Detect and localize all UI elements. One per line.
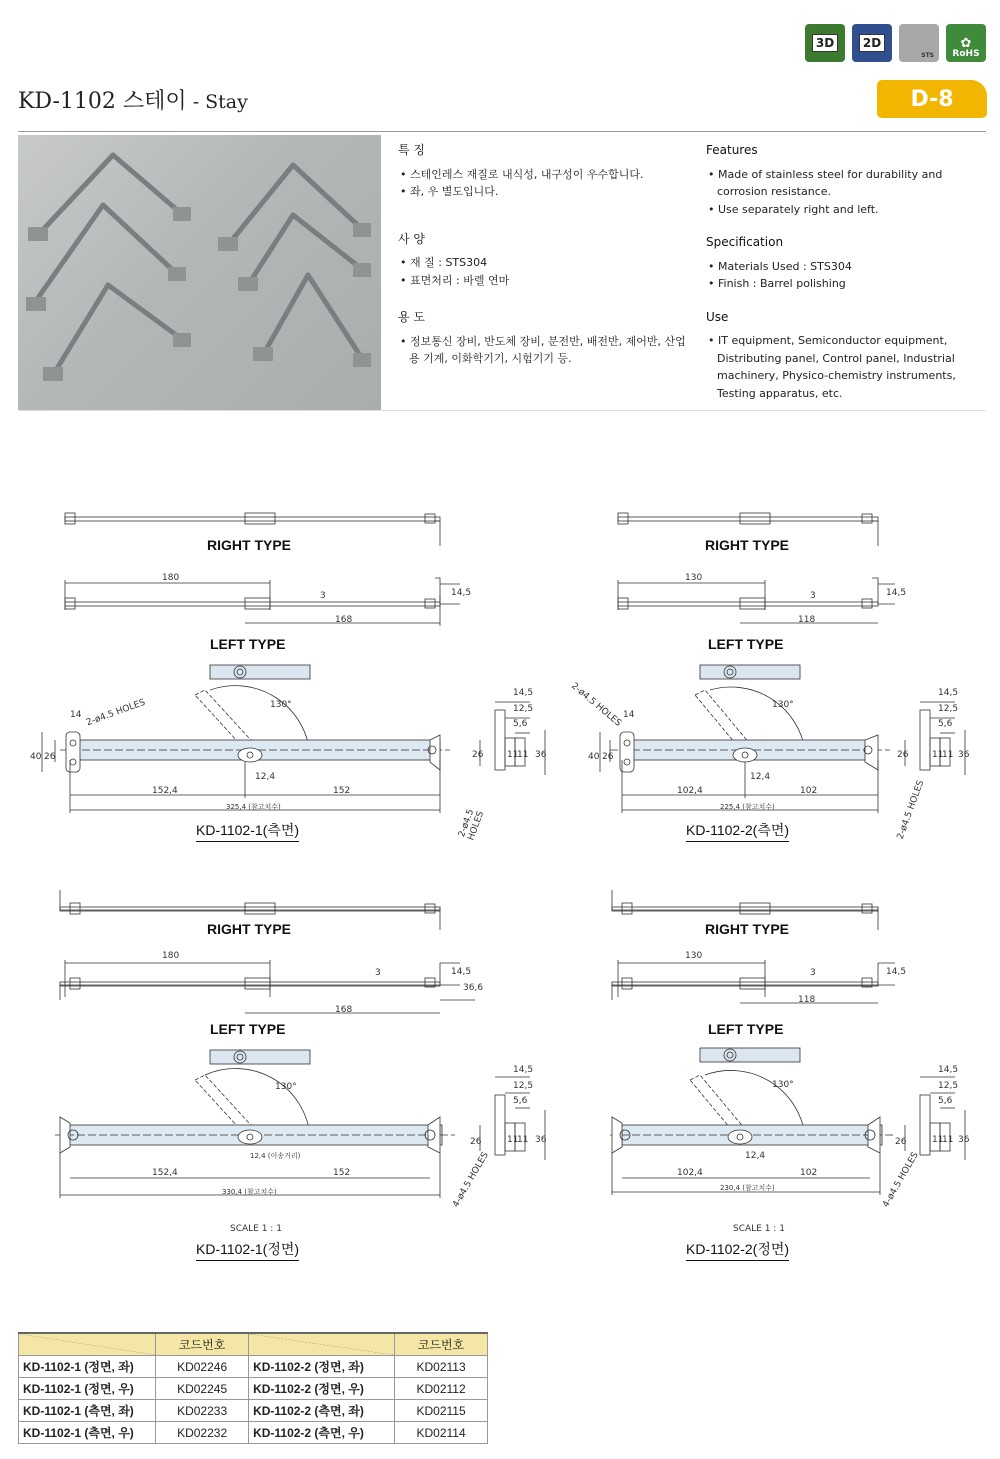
dim-14: 14 (623, 710, 635, 720)
drawing-kd-1102-2-side (560, 500, 990, 854)
left-type-label: LEFT TYPE (210, 1021, 286, 1037)
side-e: 11 (932, 1135, 944, 1145)
dim-top: 130 (685, 573, 703, 583)
list-item: • Finish : Barrel polishing (706, 275, 991, 293)
2d-icon: 2D (852, 24, 892, 62)
page-title: KD-1102 스테이 - Stay (18, 89, 248, 114)
list-item: • 정보통신 장비, 반도체 장비, 분전반, 배전반, 제어반, 산업용 기계, 이화학기기, 시험기기 등. (398, 333, 688, 368)
spec-heading: Specification (706, 235, 784, 249)
certification-badges (805, 24, 986, 62)
dim-top: 180 (162, 573, 180, 583)
side-e: 11 (507, 1135, 519, 1145)
dim-height: 14,5 (886, 588, 907, 598)
table-corner (19, 1333, 156, 1356)
divider (18, 131, 986, 132)
dim-top: 180 (162, 951, 180, 961)
dim-top2: 168 (335, 1005, 353, 1015)
dim-26: 26 (895, 1137, 907, 1147)
side-c: 5,6 (938, 1096, 953, 1106)
table-row: KD-1102-1 (측면, 우) KD02232 KD-1102-2 (측면, 우) KD02114 (19, 1422, 488, 1444)
side-g: 36 (535, 1135, 547, 1145)
features-heading: 특 징 (398, 143, 425, 157)
dim-height: 14,5 (451, 967, 472, 977)
dim-left: 152,4 (152, 786, 178, 796)
side-b: 12,5 (513, 1081, 534, 1091)
left-type-label: LEFT TYPE (210, 636, 286, 652)
code-table (18, 1332, 488, 1444)
dim-26: 26 (44, 752, 56, 762)
side-g: 36 (958, 1135, 970, 1145)
dim-40: 40 (588, 752, 600, 762)
sts-icon: STS (899, 24, 939, 62)
dim-top2: 118 (798, 615, 816, 625)
list-item: • Materials Used : STS304 (706, 258, 991, 276)
angle-label: 130° (275, 1082, 297, 1092)
side-c: 5,6 (938, 719, 953, 729)
stroke-note: 12,4 (이송거리) (250, 1152, 301, 1160)
side-c: 5,6 (513, 719, 528, 729)
use-heading: 용 도 (398, 310, 425, 324)
dim-left: 102,4 (677, 1168, 703, 1178)
side-a: 14,5 (513, 1065, 534, 1075)
holes-label: 4-ø4.5 HOLES (451, 1150, 491, 1210)
list-item: • 좌, 우 별도입니다. (398, 183, 688, 201)
scale-label: SCALE 1 : 1 (733, 1224, 785, 1234)
side-g: 36 (958, 750, 970, 760)
side-a: 14,5 (938, 1065, 959, 1075)
dim-left: 102,4 (677, 786, 703, 796)
model-label: KD-1102-1(측면) (196, 820, 299, 842)
list-item: • IT equipment, Semiconductor equipment, Distributing panel, Control panel, Industrial machinery, Physico-chemistry instruments, Testing apparatus, etc. (706, 332, 991, 402)
side-b: 12,5 (513, 704, 534, 714)
use-heading: Use (706, 309, 729, 324)
dim-right: 152 (333, 786, 351, 796)
side-f: 11 (942, 750, 954, 760)
dim-right: 102 (800, 786, 818, 796)
side-a: 14,5 (938, 688, 959, 698)
rohs-icon: ✿ RoHS (946, 24, 986, 62)
scale-label: SCALE 1 : 1 (230, 1224, 282, 1234)
dim-14: 14 (70, 710, 82, 720)
spec-korean (398, 142, 688, 384)
divider (18, 410, 986, 411)
dim-26: 26 (470, 1137, 482, 1147)
section-code-badge: D-8 (877, 80, 987, 118)
drawing-kd-1102-1-side (0, 500, 547, 854)
dim-right: 102 (800, 1168, 818, 1178)
dim-thickness: 3 (810, 591, 816, 601)
spec-english (706, 142, 991, 418)
side-d: 26 (897, 750, 909, 760)
dim-top2: 118 (798, 995, 816, 1005)
right-type-label: RIGHT TYPE (705, 537, 790, 553)
left-type-label: LEFT TYPE (708, 636, 784, 652)
right-type-label: RIGHT TYPE (705, 921, 790, 937)
dim-total: 325,4 (참고치수) (226, 803, 281, 811)
dim-mid: 12,4 (255, 772, 276, 782)
list-item: • 스테인레스 재질로 내식성, 내구성이 우수합니다. (398, 166, 688, 184)
column-header: 코드번호 (156, 1333, 249, 1356)
dim-26: 26 (602, 752, 614, 762)
side-d: 26 (472, 750, 484, 760)
holes-label: 2-ø4.5 HOLES (457, 808, 487, 842)
left-type-label: LEFT TYPE (708, 1021, 784, 1037)
angle-label: 130° (772, 700, 794, 710)
side-e: 11 (932, 750, 944, 760)
list-item: • Use separately right and left. (706, 201, 991, 219)
holes-label: 2-ø4.5 HOLES (85, 697, 147, 729)
list-item: • 재 질 : STS304 (398, 254, 688, 272)
side-b: 12,5 (938, 1081, 959, 1091)
side-f: 11 (942, 1135, 954, 1145)
table-corner (249, 1333, 395, 1356)
side-f: 11 (517, 750, 529, 760)
dim-height: 14,5 (886, 967, 907, 977)
right-type-label: RIGHT TYPE (207, 921, 292, 937)
side-g: 36 (535, 750, 547, 760)
3d-icon: 3D (805, 24, 845, 62)
dim-right: 152 (333, 1168, 351, 1178)
side-a: 14,5 (513, 688, 534, 698)
model-label: KD-1102-2(측면) (686, 820, 789, 842)
dim-40: 40 (30, 752, 42, 762)
drawing-kd-1102-1-front (0, 885, 560, 1257)
dim-total: 225,4 (참고치수) (720, 803, 775, 811)
holes-label: 2-ø4.5 HOLES (895, 779, 927, 841)
side-b: 12,5 (938, 704, 959, 714)
dim-thickness: 3 (320, 591, 326, 601)
list-item: • 표면처리 : 바렐 연마 (398, 272, 688, 290)
dim-height2: 36,6 (463, 983, 484, 993)
table-row: KD-1102-1 (측면, 좌) KD02233 KD-1102-2 (측면, 좌) KD02115 (19, 1400, 488, 1422)
list-item: • Made of stainless steel for durability and corrosion resistance. (706, 166, 991, 201)
holes-label: 2-ø4.5 HOLES (569, 681, 623, 729)
spec-heading: 사 양 (398, 231, 425, 246)
product-photo (18, 135, 381, 410)
dim-top: 130 (685, 951, 703, 961)
holes-label: 4-ø4.5 HOLES (881, 1150, 921, 1210)
side-e: 11 (507, 750, 519, 760)
dim-mid: 12,4 (745, 1151, 766, 1161)
angle-label: 130° (772, 1080, 794, 1090)
drawing-kd-1102-2-front (560, 885, 990, 1257)
dim-thickness: 3 (810, 968, 816, 978)
dim-total: 330,4 (참고치수) (222, 1188, 277, 1196)
dim-top2: 168 (335, 615, 353, 625)
side-c: 5,6 (513, 1096, 528, 1106)
dim-thickness: 3 (375, 968, 381, 978)
right-type-label: RIGHT TYPE (207, 537, 292, 553)
dim-mid: 12,4 (750, 772, 771, 782)
table-row: KD-1102-1 (정면, 우) KD02245 KD-1102-2 (정면, 우) KD02112 (19, 1378, 488, 1400)
column-header: 코드번호 (395, 1333, 488, 1356)
dim-left: 152,4 (152, 1168, 178, 1178)
side-f: 11 (517, 1135, 529, 1145)
table-row: KD-1102-1 (정면, 좌) KD02246 KD-1102-2 (정면, 좌) KD02113 (19, 1356, 488, 1378)
model-label: KD-1102-2(정면) (686, 1239, 789, 1261)
dim-height: 14,5 (451, 588, 472, 598)
features-heading: Features (706, 143, 758, 157)
model-label: KD-1102-1(정면) (196, 1239, 299, 1261)
dim-total: 230,4 (참고치수) (720, 1184, 775, 1192)
angle-label: 130° (270, 700, 292, 710)
